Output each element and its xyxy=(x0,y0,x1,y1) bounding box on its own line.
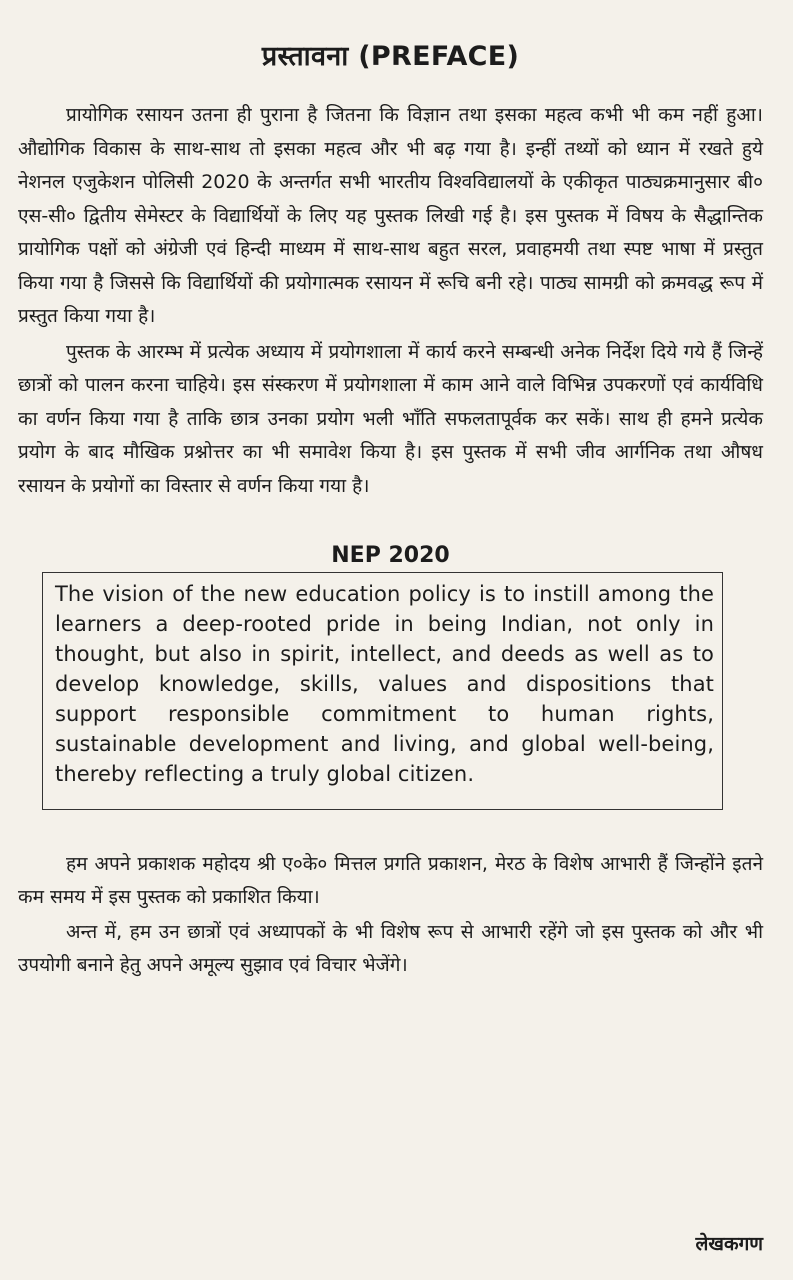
preface-paragraph-1: प्रायोगिक रसायन उतना ही पुराना है जितना कि विज्ञान तथा इसका महत्व कभी भी कम नहीं हुआ। औद्योगिक विकास के साथ-साथ तो इसका महत्व और भी बढ़ गया है। इन्हीं तथ्यों को ध्यान में रखते हुये नेशनल एजुकेशन पोलिसी 2020 के अन्तर्गत सभी भारतीय विश्वविद्यालयों के एकीकृत पाठ्यक्रमानुसार बी० एस-सी० द्वितीय सेमेस्टर के विद्यार्थियों के लिए यह पुस्तक लिखी गई है। इस पुस्तक में विषय के सैद्धान्तिक प्रायोगिक पक्षों को अंग्रेजी एवं हिन्दी माध्यम में साथ-साथ बहुत सरल, प्रवाहमयी तथा स्पष्ट भाषा में प्रस्तुत किया गया है जिससे कि विद्यार्थियों की प्रयोगात्मक रसायन में रूचि बनी रहे। पाठ्य सामग्री को क्रमवद्ध रूप में प्रस्तुत किया गया है। xyxy=(18,104,763,327)
author-signature: लेखकगण xyxy=(695,1233,763,1255)
closing-section xyxy=(18,848,763,982)
closing-paragraph: अन्त में, हम उन छात्रों एवं अध्यापकों के भी विशेष रूप से आभारी रहेंगे जो इस पुस्तक को और भी उपयोगी बनाने हेतु अपने अमूल्य सुझाव एवं विचार भेजेंगे। xyxy=(18,921,763,976)
preface-paragraph-2: पुस्तक के आरम्भ में प्रत्येक अध्याय में प्रयोगशाला में कार्य करने सम्बन्धी अनेक निर्देश दिये गये हैं जिन्हें छात्रों को पालन करना चाहिये। इस संस्करण में प्रयोगशाला में काम आने वाले विभिन्न उपकरणों एवं कार्यविधि का वर्णन किया गया है ताकि छात्र उनका प्रयोग भली भाँति सफलतापूर्वक कर सकें। साथ ही हमने प्रत्येक प्रयोग के बाद मौखिक प्रश्नोत्तर का भी समावेश किया है। इस पुस्तक में सभी जीव आर्गनिक तथा औषध रसायन के प्रयोगों का विस्तार से वर्णन किया गया है। xyxy=(18,340,763,497)
acknowledgement-paragraph: हम अपने प्रकाशक महोदय श्री ए०के० मित्तल प्रगति प्रकाशन, मेरठ के विशेष आभारी हैं जिन्होंने इतने कम समय में इस पुस्तक को प्रकाशित किया। xyxy=(18,853,763,908)
nep-heading: NEP 2020 xyxy=(331,543,450,568)
nep-quote-text: The vision of the new education policy is to instill among the learners a deep-rooted pride in being Indian, not only in thought, but also in spirit, intellect, and deeds as well as to develop knowledge, skills, values and dispositions that support responsible commitment to human rights, sustainable development and living, and global well-being, thereby reflecting a truly global citizen. xyxy=(55,582,714,786)
nep-quote-box xyxy=(42,572,723,810)
page-title: प्रस्तावना (PREFACE) xyxy=(261,41,520,72)
